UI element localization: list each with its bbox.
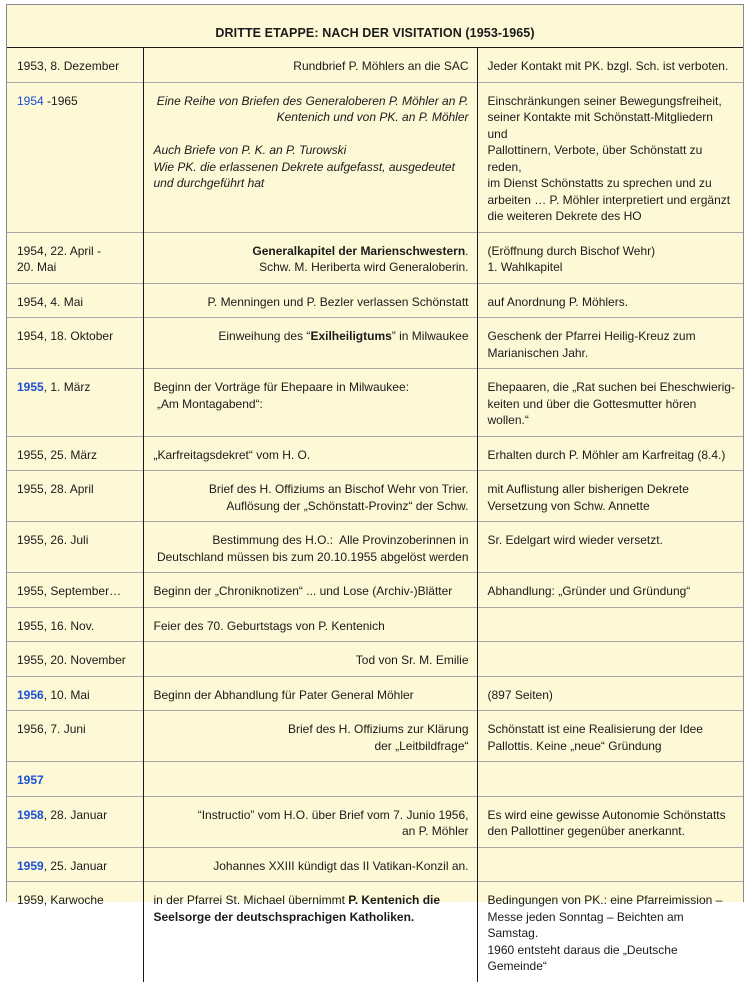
chronology-page [6, 4, 744, 973]
note-cell: Erhalten durch P. Möhler am Karfreitag (8.4.) [477, 436, 743, 471]
note-cell: Ehepaaren, die „Rat suchen bei Eheschwierig- keiten und über die Gottesmutter hören wollen.“ [477, 369, 743, 437]
event-cell: “Instructio” vom H.O. über Brief vom 7. Junio 1956, an P. Möhler [143, 796, 477, 847]
date-cell: 1955, 28. April [7, 471, 143, 522]
date-cell: 1954, 4. Mai [7, 283, 143, 318]
note-cell: Sr. Edelgart wird wieder versetzt. [477, 522, 743, 573]
event-cell: Tod von Sr. M. Emilie [143, 642, 477, 677]
table-row [7, 762, 743, 797]
note-cell: auf Anordnung P. Möhlers. [477, 283, 743, 318]
note-cell: (Eröffnung durch Bischof Wehr) 1. Wahlkapitel [477, 232, 743, 283]
table-row [7, 369, 743, 437]
event-cell: P. Menningen und P. Bezler verlassen Schönstatt [143, 283, 477, 318]
table-row [7, 82, 743, 232]
note-cell [477, 642, 743, 677]
date-cell: 1956, 7. Juni [7, 711, 143, 762]
event-cell: Beginn der „Chroniknotizen“ ... und Lose (Archiv-)Blätter [143, 573, 477, 608]
table-row [7, 232, 743, 283]
note-cell: Jeder Kontakt mit PK. bzgl. Sch. ist verboten. [477, 48, 743, 83]
note-cell: (897 Seiten) [477, 676, 743, 711]
note-cell [477, 847, 743, 882]
page-title: DRITTE ETAPPE: NACH DER VISITATION (1953-1965) [215, 26, 535, 40]
date-cell: 1958, 28. Januar [7, 796, 143, 847]
event-cell: Brief des H. Offiziums an Bischof Wehr von Trier. Auflösung der „Schönstatt-Provinz“ der Schw. [143, 471, 477, 522]
event-cell: „Karfreitagsdekret“ vom H. O. [143, 436, 477, 471]
date-cell: 1956, 10. Mai [7, 676, 143, 711]
note-cell: Schönstatt ist eine Realisierung der Idee Pallottis. Keine „neue“ Gründung [477, 711, 743, 762]
table-row [7, 48, 743, 83]
year-link[interactable]: 1959 [17, 858, 44, 873]
event-cell: in der Pfarrei St. Michael übernimmt P. Kentenich die Seelsorge der deutschsprachigen Katholiken. [143, 882, 477, 982]
table-row [7, 522, 743, 573]
year-link[interactable]: 1958 [17, 807, 44, 822]
table-row [7, 607, 743, 642]
note-cell: mit Auflistung aller bisherigen Dekrete Versetzung von Schw. Annette [477, 471, 743, 522]
date-cell: 1955, September… [7, 573, 143, 608]
date-cell: 1955, 1. März [7, 369, 143, 437]
table-row [7, 436, 743, 471]
table-row [7, 796, 743, 847]
year-link[interactable]: 1956 [17, 687, 44, 702]
table-row [7, 283, 743, 318]
event-cell: Feier des 70. Geburtstags von P. Kentenich [143, 607, 477, 642]
event-cell: Einweihung des “Exilheiligtums” in Milwaukee [143, 318, 477, 369]
note-cell: Einschränkungen seiner Bewegungsfreiheit, seiner Kontakte mit Schönstatt-Mitgliedern und Pallottinern, Verbote, über Schönstatt zu reden, im Dienst Schönstatts zu sprechen und zu arbeiten … P. Möhler interpretiert und ergänzt die weiteren Dekrete des HO [477, 82, 743, 232]
event-cell: Brief des H. Offiziums zur Klärung der „Leitbildfrage“ [143, 711, 477, 762]
table-row [7, 642, 743, 677]
date-cell: 1955, 16. Nov. [7, 607, 143, 642]
table-row [7, 318, 743, 369]
note-cell: Bedingungen von PK.: eine Pfarreimission – Messe jeden Sonntag – Beichten am Samstag. 1960 entsteht daraus die „Deutsche Gemeinde“ [477, 882, 743, 982]
event-cell: Bestimmung des H.O.: Alle Provinzoberinnen in Deutschland müssen bis zum 20.10.1955 abgelöst werden [143, 522, 477, 573]
table-row [7, 847, 743, 882]
table-row [7, 711, 743, 762]
note-cell: Geschenk der Pfarrei Heilig-Kreuz zum Marianischen Jahr. [477, 318, 743, 369]
year-link[interactable]: 1955 [17, 380, 44, 394]
table-row [7, 573, 743, 608]
date-cell [7, 762, 143, 797]
date-cell: 1955, 26. Juli [7, 522, 143, 573]
event-cell: Generalkapitel der Marienschwestern. Schw. M. Heriberta wird Generaloberin. [143, 232, 477, 283]
year-link[interactable]: 1954 [17, 93, 44, 108]
date-cell: 1953, 8. Dezember [7, 48, 143, 83]
date-cell: 1954, 22. April - 20. Mai [7, 232, 143, 283]
chronology-table [7, 47, 743, 982]
table-row [7, 882, 743, 982]
date-cell: 1954 -1965 [7, 82, 143, 232]
date-cell: 1955, 20. November [7, 642, 143, 677]
note-cell: Abhandlung: „Gründer und Gründung“ [477, 573, 743, 608]
date-cell: 1959, Karwoche [7, 882, 143, 982]
year-link[interactable]: 1957 [17, 773, 44, 787]
event-cell: Eine Reihe von Briefen des Generaloberen P. Möhler an P. Kentenich und von PK. an P. Möhler Auch Briefe von P. K. an P. Turowski Wie PK. die erlassenen Dekrete aufgefasst, ausgedeutet und durchgeführt hat [143, 82, 477, 232]
date-cell: 1955, 25. März [7, 436, 143, 471]
note-cell [477, 762, 743, 797]
date-cell: 1954, 18. Oktober [7, 318, 143, 369]
note-cell [477, 607, 743, 642]
event-cell [143, 762, 477, 797]
event-cell: Rundbrief P. Möhlers an die SAC [143, 48, 477, 83]
event-cell: Beginn der Abhandlung für Pater General Möhler [143, 676, 477, 711]
date-cell: 1959, 25. Januar [7, 847, 143, 882]
table-row [7, 676, 743, 711]
note-cell: Es wird eine gewisse Autonomie Schönstatts den Pallottiner gegenüber anerkannt. [477, 796, 743, 847]
event-cell: Johannes XXIII kündigt das II Vatikan-Konzil an. [143, 847, 477, 882]
event-cell: Beginn der Vorträge für Ehepaare in Milwaukee: „Am Montagabend“: [143, 369, 477, 437]
table-row [7, 471, 743, 522]
